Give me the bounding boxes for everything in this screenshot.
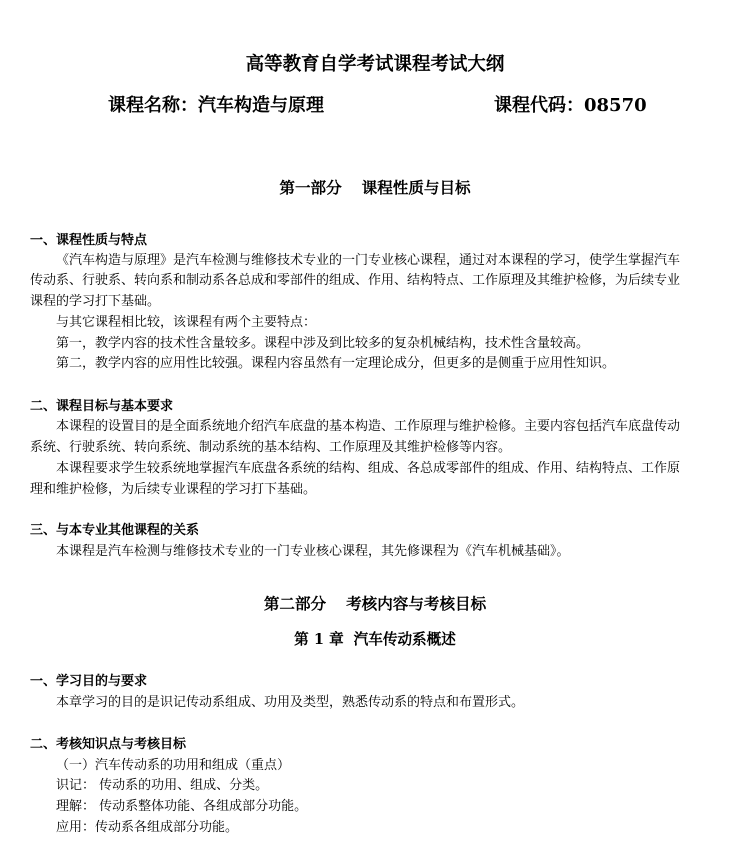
part-one-title: 课程性质与目标 xyxy=(361,178,471,197)
section-heading: 一、课程性质与特点 xyxy=(30,233,148,248)
section-heading: 三、与本专业其他课程的关系 xyxy=(30,523,200,538)
chapter-title: 汽车传动系概述 xyxy=(353,631,456,648)
section-heading: 二、考核知识点与考核目标 xyxy=(30,737,187,752)
section-heading: 二、课程目标与基本要求 xyxy=(30,399,174,414)
paragraph-line: 应用：传动系各组成部分功能。 xyxy=(56,820,239,835)
part-two-heading xyxy=(0,592,750,616)
section-heading: 一、学习目的与要求 xyxy=(30,674,148,689)
paragraph-line: 本章学习的目的是识记传动系组成、功用及类型，熟悉传动系的特点和布置形式。 xyxy=(56,695,525,710)
paragraph-line: 第一，教学内容的技术性含量较多。课程中涉及到比较多的复杂机械结构，技术性含量较高。 xyxy=(56,336,590,351)
paragraph-line: 本课程的设置目的是全面系统地介绍汽车底盘的基本构造、工作原理与维护检修。主要内容包括汽车底盘传动 xyxy=(56,419,681,434)
paragraph-line: 与其它课程相比较，该课程有两个主要特点： xyxy=(56,315,317,330)
paragraph-line: 本课程是汽车检测与维修技术专业的一门专业核心课程，其先修课程为《汽车机械基础》。 xyxy=(56,544,570,559)
part-two-label: 第二部分 xyxy=(263,594,327,613)
paragraph-line: 传动系、行驶系、转向系和制动系各总成和零部件的组成、作用、结构特点、工作原理及其维护检修，为后续专业 xyxy=(30,273,681,288)
course-name: 课程名称：汽车构造与原理 xyxy=(108,95,324,116)
paragraph-line: 《汽车构造与原理》是汽车检测与维修技术专业的一门专业核心课程，通过对本课程的学习，使学生掌握汽车 xyxy=(56,253,681,268)
part-one-label: 第一部分 xyxy=(279,178,342,197)
paragraph-line: 课程的学习打下基础。 xyxy=(30,294,161,309)
paragraph-line: 系统、行驶系统、转向系统、制动系统的基本结构、工作原理及其维护检修等内容。 xyxy=(30,440,512,455)
paragraph-line: 理解： 传动系整体功能、各组成部分功能。 xyxy=(56,799,308,814)
document-title: 高等教育自学考试课程考试大纲 xyxy=(245,54,505,75)
paragraph-line: 本课程要求学生较系统地掌握汽车底盘各系统的结构、组成、各总成零部件的组成、作用、结构特点、工作原 xyxy=(56,461,681,476)
paragraph-line: 第二，教学内容的应用性比较强。课程内容虽然有一定理论成分，但更多的是侧重于应用性知识。 xyxy=(56,356,616,371)
chapter-label: 第 1 章 xyxy=(294,631,344,648)
part-one-heading xyxy=(0,176,750,200)
subsection-heading: （一）汽车传动系的功用和组成（重点） xyxy=(56,758,291,773)
chapter-heading xyxy=(0,629,750,651)
course-code: 课程代码：08570 xyxy=(494,95,647,116)
paragraph-line: 理和维护检修，为后续专业课程的学习打下基础。 xyxy=(30,482,317,497)
paragraph-line: 识记： 传动系的功用、组成、分类。 xyxy=(56,778,269,793)
part-two-title: 考核内容与考核目标 xyxy=(346,594,487,613)
